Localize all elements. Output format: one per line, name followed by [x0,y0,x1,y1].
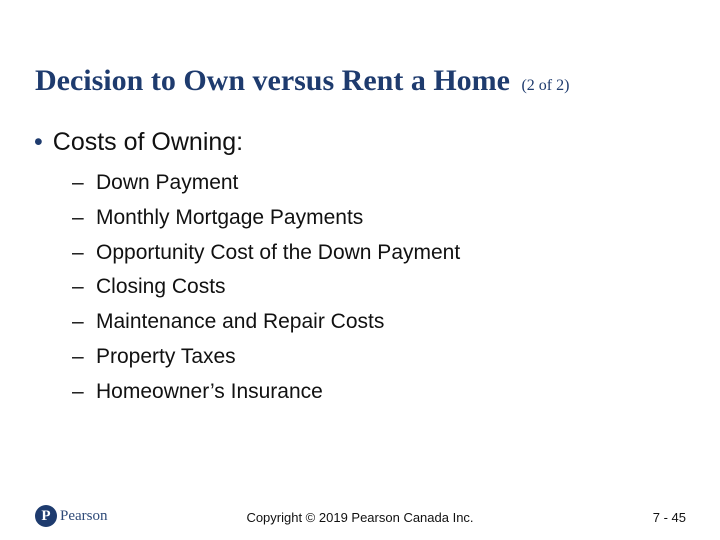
list-item-text: Maintenance and Repair Costs [96,310,385,334]
list-item [72,170,460,205]
list-item [72,344,460,379]
slide-title-text: Decision to Own versus Rent a Home [35,64,510,97]
list-item [72,205,460,240]
main-bullet [34,128,243,157]
costs-list [72,170,460,414]
page-number: 7 - 45 [652,510,686,525]
list-item [72,240,460,275]
copyright-notice: Copyright © 2019 Pearson Canada Inc. [246,510,474,525]
slide-title-suffix: (2 of 2) [521,77,570,94]
bullet-marker: • [34,128,43,156]
dash-marker: – [72,275,84,299]
list-item-text: Monthly Mortgage Payments [96,205,364,229]
pearson-logo-wordmark: Pearson [60,507,108,524]
list-item-text: Down Payment [96,171,239,194]
dash-marker: – [72,171,84,194]
list-item [72,379,460,414]
list-item-text: Opportunity Cost of the Down Payment [96,240,461,264]
list-item-text: Closing Costs [96,275,226,299]
main-bullet-text: Costs of Owning: [52,128,244,156]
slide-title [35,64,569,98]
dash-marker: – [72,240,84,264]
dash-marker: – [72,379,84,403]
list-item-text: Property Taxes [96,344,236,368]
pearson-logo-icon: P [35,505,57,527]
dash-marker: – [72,344,84,368]
list-item [72,274,460,309]
list-item-text: Homeowner’s Insurance [96,379,323,403]
list-item [72,309,460,344]
dash-marker: – [72,310,84,334]
dash-marker: – [72,205,84,229]
